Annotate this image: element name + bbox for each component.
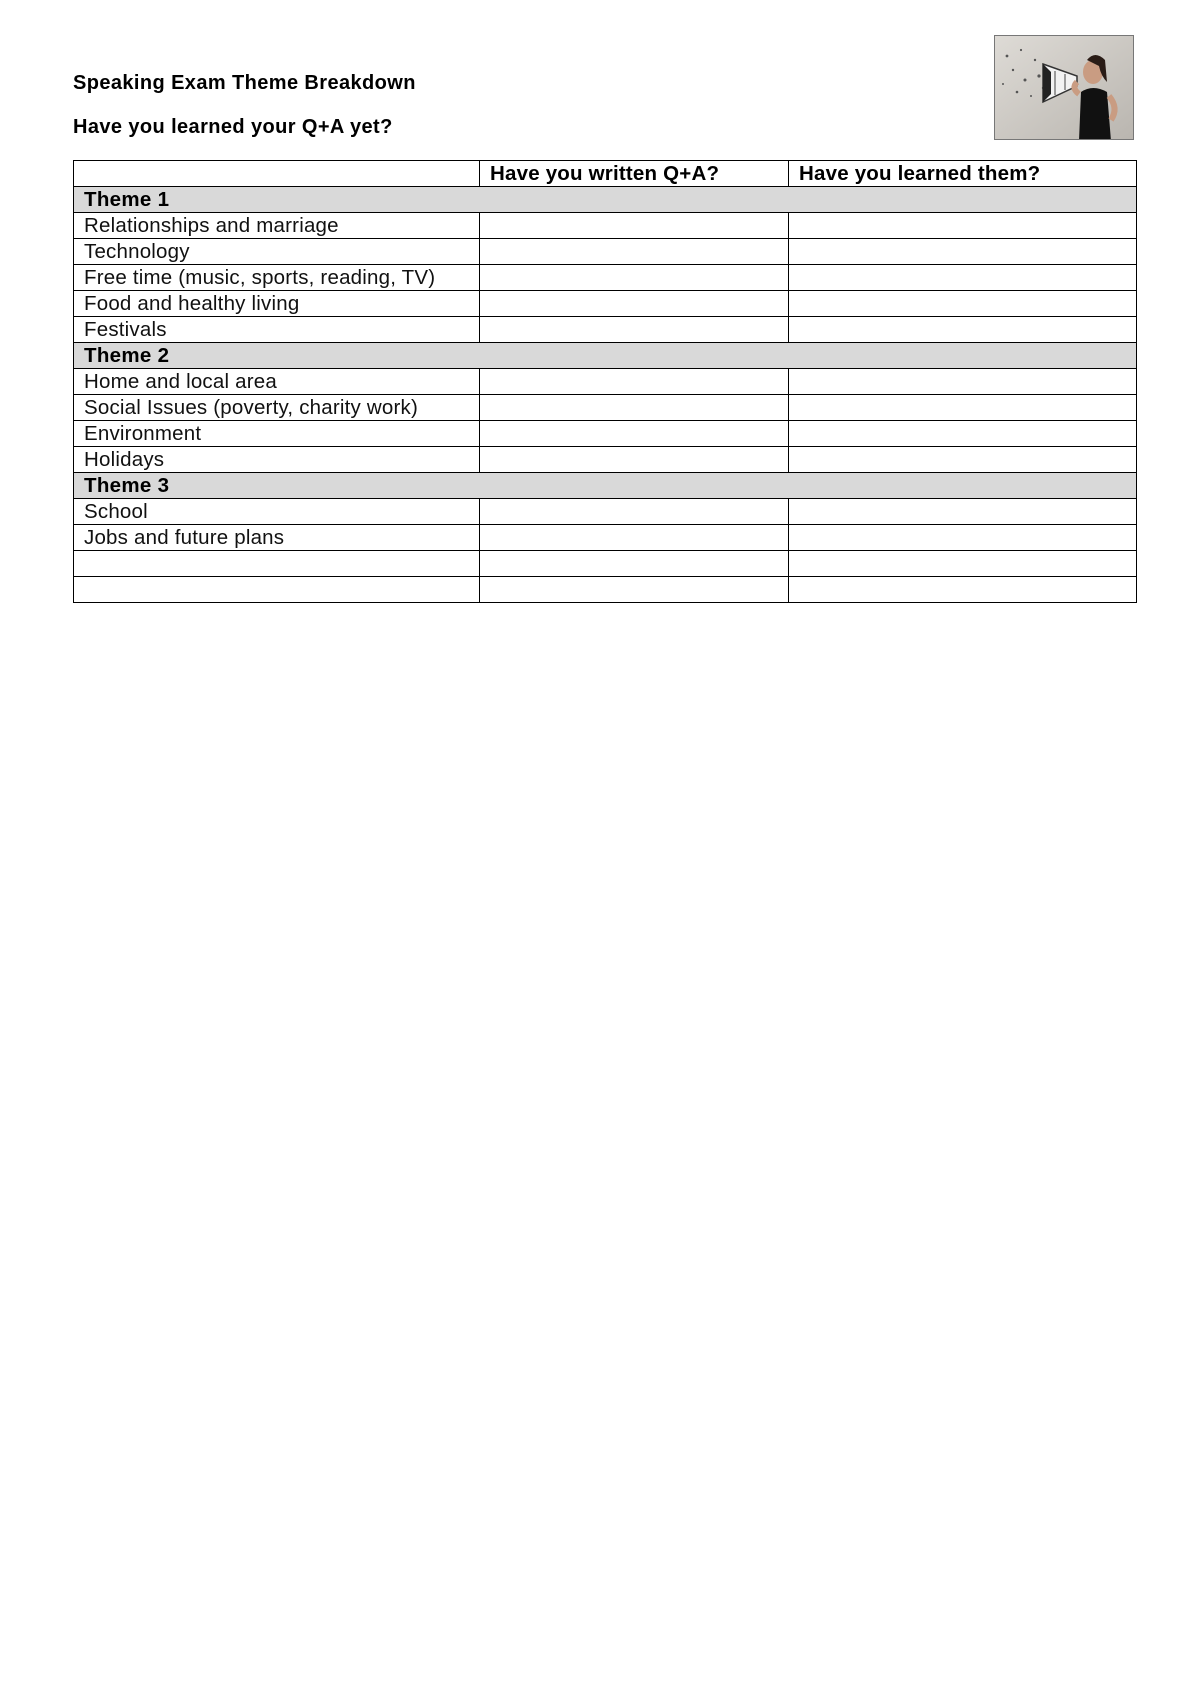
table-row: [74, 421, 1137, 447]
table-row: [74, 317, 1137, 343]
learned-cell[interactable]: [789, 421, 1137, 447]
topic-cell[interactable]: [74, 551, 480, 577]
written-cell[interactable]: [480, 291, 789, 317]
learned-cell[interactable]: [789, 291, 1137, 317]
theme-label: Theme 1: [74, 187, 1137, 213]
table-row: [74, 447, 1137, 473]
topic-cell: Home and local area: [74, 369, 480, 395]
page-subtitle: Have you learned your Q+A yet?: [73, 116, 393, 138]
learned-cell[interactable]: [789, 551, 1137, 577]
written-cell[interactable]: [480, 213, 789, 239]
learned-cell[interactable]: [789, 213, 1137, 239]
learned-cell[interactable]: [789, 369, 1137, 395]
table-row: [74, 525, 1137, 551]
topic-cell: School: [74, 499, 480, 525]
theme-1-header: [74, 187, 1137, 213]
written-cell[interactable]: [480, 421, 789, 447]
theme-label: Theme 3: [74, 473, 1137, 499]
learned-cell[interactable]: [789, 395, 1137, 421]
topic-cell: Jobs and future plans: [74, 525, 480, 551]
table-row: [74, 291, 1137, 317]
written-cell[interactable]: [480, 265, 789, 291]
table-row: [74, 395, 1137, 421]
written-cell[interactable]: [480, 525, 789, 551]
table-row: [74, 577, 1137, 603]
woman-with-megaphone-photo: [994, 35, 1134, 140]
written-cell[interactable]: [480, 577, 789, 603]
topic-cell: Holidays: [74, 447, 480, 473]
theme-3-header: [74, 473, 1137, 499]
learned-cell[interactable]: [789, 499, 1137, 525]
table-row: [74, 369, 1137, 395]
topic-cell: Relationships and marriage: [74, 213, 480, 239]
written-cell[interactable]: [480, 447, 789, 473]
topic-cell: Food and healthy living: [74, 291, 480, 317]
learned-cell[interactable]: [789, 265, 1137, 291]
learned-cell[interactable]: [789, 577, 1137, 603]
written-cell[interactable]: [480, 239, 789, 265]
table-header-row: [74, 161, 1137, 187]
theme-2-header: [74, 343, 1137, 369]
learned-cell[interactable]: [789, 447, 1137, 473]
written-cell[interactable]: [480, 395, 789, 421]
topic-cell: Technology: [74, 239, 480, 265]
header-topic: [74, 161, 480, 187]
topic-cell: Environment: [74, 421, 480, 447]
table-row: [74, 265, 1137, 291]
topic-cell: Festivals: [74, 317, 480, 343]
theme-checklist-table: [73, 160, 1137, 603]
table-row: [74, 551, 1137, 577]
topic-cell[interactable]: [74, 577, 480, 603]
written-cell[interactable]: [480, 551, 789, 577]
written-cell[interactable]: [480, 369, 789, 395]
table-row: [74, 213, 1137, 239]
learned-cell[interactable]: [789, 317, 1137, 343]
topic-cell: Free time (music, sports, reading, TV): [74, 265, 480, 291]
table-row: [74, 499, 1137, 525]
learned-cell[interactable]: [789, 239, 1137, 265]
header-learned: Have you learned them?: [789, 161, 1137, 187]
theme-label: Theme 2: [74, 343, 1137, 369]
written-cell[interactable]: [480, 317, 789, 343]
table-row: [74, 239, 1137, 265]
page-title: Speaking Exam Theme Breakdown: [73, 72, 416, 94]
header-written: Have you written Q+A?: [480, 161, 789, 187]
written-cell[interactable]: [480, 499, 789, 525]
megaphone-illustration: [995, 36, 1134, 140]
topic-cell: Social Issues (poverty, charity work): [74, 395, 480, 421]
learned-cell[interactable]: [789, 525, 1137, 551]
